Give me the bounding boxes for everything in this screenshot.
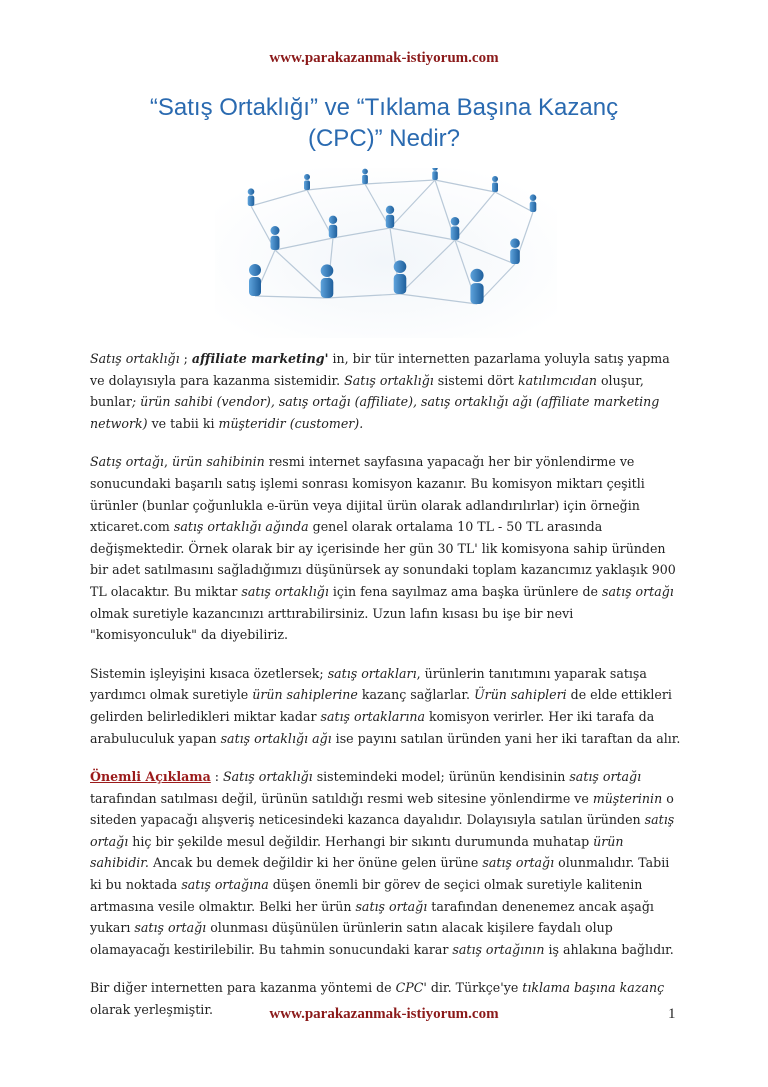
- text-fragment: olarak yerleşmiştir.: [90, 1002, 213, 1018]
- text-fragment: in, bir tür internetten pazarlama yoluyla satış yapma ve dolayısıyla para kazanma sistemidir.: [90, 351, 670, 388]
- page-title-line1: “Satış Ortaklığı” ve “Tıklama Başına Kazanç: [149, 94, 619, 121]
- text-fragment: genel olarak ortalama 10 TL - 50 TL arasında değişmektedir. Örnek olarak bir ay içerisinde her gün 30 TL' lik komisyona sahip üründen bir adet satılmasını sağladığımızı düşünürsek ay sonundaki toplam kazancımız yaklaşık 900 TL olacaktır. Bu miktar: [90, 519, 676, 599]
- paragraph-intro: [90, 348, 682, 434]
- paragraph-system-summary: [90, 663, 682, 749]
- text-fragment: Satış ortaklığı: [223, 769, 313, 785]
- text-fragment: ürün sahibinin: [171, 454, 265, 470]
- paragraph-commission: [90, 451, 682, 645]
- text-fragment: satış ortağı: [90, 812, 675, 849]
- text-fragment: ürün sahibidir.: [90, 833, 624, 871]
- footer-site-url[interactable]: www.parakazanmak-istiyorum.com: [269, 1006, 499, 1022]
- text-fragment: tıklama başına kazanç: [522, 980, 665, 996]
- page-title-line2: (CPC)” Nedir?: [307, 125, 460, 152]
- text-fragment: de elde ettikleri gelirden belirledikleri miktar kadar: [90, 687, 672, 724]
- text-fragment: düşen önemli bir görev de seçici olmak suretiyle kalitenin artmasına vesile olmaktır. Belki her ürün: [90, 877, 643, 914]
- text-fragment: affiliate marketing': [191, 351, 329, 366]
- article-body: [90, 348, 682, 1021]
- text-fragment: olunmalıdır. Tabii ki bu noktada: [90, 855, 670, 893]
- text-fragment: :: [210, 769, 224, 785]
- text-fragment: ;: [179, 351, 192, 366]
- text-fragment: tarafından satılması değil, ürünün satıldığı resmi web sitesine yönlendirme ve: [90, 790, 593, 806]
- text-fragment: satış ortaklığı: [241, 583, 329, 599]
- paragraph-important-note: [90, 766, 682, 960]
- text-fragment: satış ortağının: [452, 941, 545, 957]
- text-fragment: satış ortağına: [181, 877, 269, 893]
- text-fragment: satış ortaklarına: [320, 708, 426, 724]
- text-fragment: resmi internet sayfasına yapacağı her bir yönlendirme ve sonucundaki başarılı satış işlemi sonrası komisyon kazanır. Bu komisyon miktarı çeşitli ürünler (bunlar çoğunlukla e-ürün veya dijital ürün olarak adlandırılırlar) için örneğin xticaret.com: [90, 454, 645, 535]
- text-fragment: , ürünlerin tanıtımını yaparak satışa yardımcı olmak suretiyle: [90, 665, 647, 703]
- text-fragment: ,: [163, 454, 172, 470]
- text-fragment: sistemindeki model; ürünün kendisinin: [312, 769, 570, 785]
- text-fragment: satış ortağı: [602, 583, 674, 599]
- text-fragment: müşterinin: [592, 790, 663, 806]
- text-fragment: Ancak bu demek değildir ki her önüne gelen ürüne: [148, 855, 483, 871]
- text-fragment: satış ortakları: [327, 665, 417, 681]
- text-fragment: satış ortağı: [569, 769, 642, 785]
- text-fragment: satış ortaklığı ağında: [173, 519, 309, 535]
- text-fragment: müşteridir (customer).: [218, 415, 364, 431]
- text-fragment: dir. Türkçe'ye: [426, 980, 523, 996]
- text-fragment: Satış ortaklığı: [90, 351, 180, 366]
- text-fragment: Bir diğer internetten para kazanma yöntemi de: [90, 980, 396, 996]
- page-number: 1: [668, 1006, 676, 1022]
- text-fragment: kazanç sağlarlar.: [357, 687, 475, 703]
- text-fragment: satış ortağı: [482, 855, 555, 871]
- text-fragment: olunması düşünülen ürünlerin satın alacak kişilere faydalı olup olamayacağı kestirilebilir. Bu tahmin sonucundaki karar: [90, 920, 613, 957]
- text-fragment: olmak suretiyle kazancınızı arttırabilirsiniz. Uzun lafın kısası bu işe bir nevi "komisyonculuk" da diyebiliriz.: [90, 605, 574, 643]
- text-fragment: Satış ortaklığı: [344, 372, 434, 388]
- text-fragment: ise payını satılan üründen yani her iki taraftan da alır.: [331, 730, 681, 746]
- page-title: [90, 92, 678, 154]
- text-fragment: tarafından denenemez ancak aşağı yukarı: [90, 898, 654, 936]
- header-site-url[interactable]: www.parakazanmak-istiyorum.com: [269, 50, 499, 66]
- network-people-icon: [215, 168, 557, 338]
- text-fragment: oluşur, bunlar: [90, 372, 644, 410]
- important-note-label: Önemli Açıklama: [90, 769, 211, 785]
- text-fragment: satış ortağı: [355, 898, 428, 914]
- text-fragment: ürün sahiplerine: [252, 687, 358, 703]
- text-fragment: Sistemin işleyişini kısaca özetlersek;: [90, 665, 328, 681]
- text-fragment: o siteden yapacağı alışveriş neticesindeki kazanca dayalıdır. Dolayısıyla satılan üründen: [90, 790, 674, 828]
- text-fragment: ve tabii ki: [147, 415, 219, 431]
- text-fragment: CPC': [395, 980, 427, 996]
- text-fragment: katılımcıdan: [517, 372, 597, 388]
- text-fragment: komisyon verirler. Her iki tarafa da arabuluculuk yapan: [90, 708, 655, 746]
- text-fragment: hiç bir şekilde mesul değildir. Herhangi bir sıkıntı durumunda muhatap: [128, 833, 594, 849]
- text-fragment: ; ürün sahibi (vendor), satış ortağı (affiliate), satış ortaklığı ağı (affiliate marketing network): [90, 394, 660, 431]
- text-fragment: için fena sayılmaz ama başka ürünlere de: [328, 583, 603, 599]
- text-fragment: iş ahlakına bağlıdır.: [544, 941, 674, 957]
- text-fragment: sistemi dört: [433, 372, 518, 388]
- text-fragment: Ürün sahipleri: [474, 687, 567, 703]
- text-fragment: satış ortağı: [134, 920, 207, 936]
- text-fragment: Satış ortağı: [90, 454, 164, 470]
- text-fragment: satış ortaklığı ağı: [220, 730, 332, 746]
